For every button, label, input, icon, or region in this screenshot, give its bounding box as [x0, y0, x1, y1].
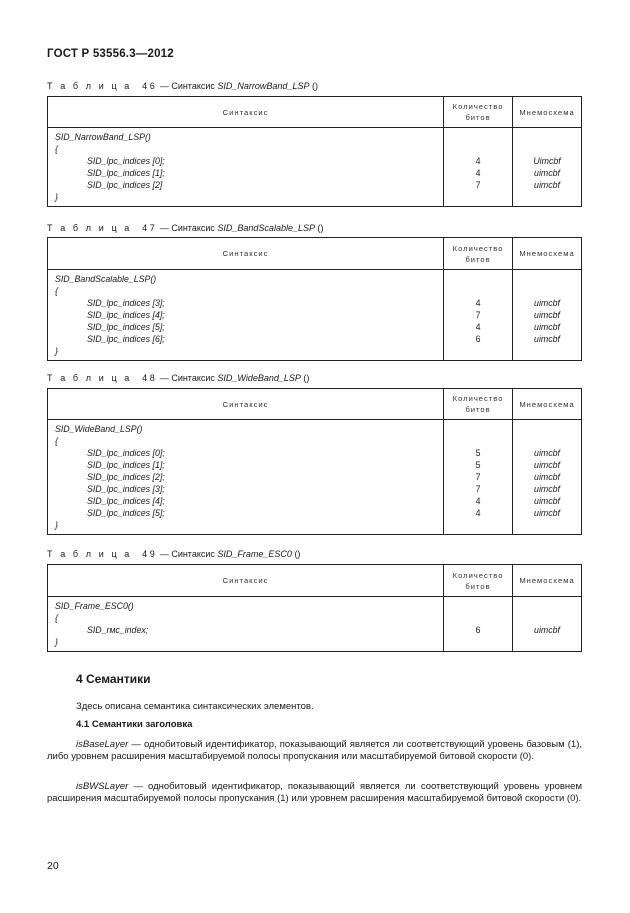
header-mnemonic: Мнемосхема	[513, 389, 582, 420]
header-bits-line1: Количество	[452, 394, 504, 403]
bits-value: 4	[475, 168, 481, 178]
syntax-open-brace: {	[55, 144, 58, 154]
table-caption	[47, 223, 323, 233]
term-isbwslayer: isBWSLayer	[76, 781, 129, 792]
table-body-row	[48, 597, 582, 652]
bits-value: 4	[475, 322, 481, 332]
syntax-line: SID_lpc_indices [4];	[87, 496, 165, 506]
header-mnemonic: Мнемосхема	[513, 97, 582, 128]
header-mnemonic: Мнемосхема	[513, 565, 582, 597]
table-caption-dash: — Синтаксис	[157, 373, 218, 383]
syntax-line: SID_lpc_indices [5];	[87, 322, 165, 332]
mnemonic-cell	[513, 128, 582, 207]
syntax-cell	[48, 420, 444, 535]
syntax-line: SID_lpc_indices [1];	[87, 460, 165, 470]
mnemonic-value: uimcbf	[534, 180, 560, 190]
bits-cell	[444, 420, 513, 535]
syntax-table-49	[47, 564, 582, 652]
table-caption-name: SID_WideBand_LSP	[217, 373, 301, 383]
table-caption-name: SID_Frame_ESC0	[217, 549, 292, 559]
table-caption-suffix: ()	[291, 549, 301, 559]
syntax-cell	[48, 128, 444, 207]
syntax-close-brace: }	[55, 346, 58, 356]
syntax-line: SID_lpc_indices [2];	[87, 472, 165, 482]
syntax-open-line: SID_Frame_ESC0()	[55, 601, 134, 611]
bits-cell	[444, 128, 513, 207]
mnemonic-value: uimcbf	[534, 298, 560, 308]
table-body-row	[48, 270, 582, 361]
header-bits-line1: Количество	[452, 243, 504, 253]
bits-value: 4	[475, 496, 481, 506]
mnemonic-value: uimcbf	[534, 460, 560, 470]
syntax-line: SID_rмс_index;	[87, 625, 149, 635]
mnemonic-cell	[513, 270, 582, 361]
header-bits	[444, 238, 513, 270]
syntax-table-48	[47, 388, 582, 535]
syntax-line: SID_lpc_indices [0];	[87, 448, 165, 458]
table-caption-suffix: ()	[309, 81, 318, 91]
syntax-cell	[48, 270, 444, 361]
table-caption-suffix: ()	[300, 373, 310, 383]
header-bits	[444, 97, 513, 128]
mnemonic-value: uimcbf	[534, 334, 560, 344]
syntax-table-47	[47, 237, 582, 361]
mnemonic-value: uimcbf	[534, 322, 560, 332]
syntax-cell	[48, 597, 444, 652]
mnemonic-value: uimcbf	[534, 472, 560, 482]
mnemonic-value: uimcbf	[534, 310, 560, 320]
table-caption-number: Т а б л и ц а 47	[47, 223, 158, 233]
syntax-open-brace: {	[55, 436, 58, 446]
header-bits-line1: Количество	[452, 102, 504, 111]
bits-cell	[444, 597, 513, 652]
syntax-open-brace: {	[55, 286, 58, 296]
subsection-title: 4.1 Семантики заголовка	[76, 719, 193, 730]
bits-value: 7	[475, 180, 481, 190]
bits-value: 7	[475, 484, 481, 494]
mnemonic-value: uimcbf	[534, 496, 560, 506]
mnemonic-value: uimcbf	[534, 448, 560, 458]
mnemonic-cell	[513, 597, 582, 652]
table-caption	[47, 373, 309, 383]
table-caption-number: Т а б л и ц а 46	[47, 81, 158, 91]
syntax-line: SID_lpc_indices [1];	[87, 168, 165, 178]
header-syntax: Синтаксис	[48, 565, 444, 597]
section-intro: Здесь описана семантика синтаксических элементов.	[76, 701, 314, 712]
syntax-open-line: SID_WideBand_LSP()	[55, 424, 143, 434]
term-isbaselayer: isBaseLayer	[76, 739, 129, 750]
table-caption-dash: — Синтаксис	[157, 223, 218, 233]
paragraph-text: — однобитовый идентификатор, показывающий является ли соответствующий уровень уровнем расширения масштабируемой полосы пропускания (1) или уровнем расширения масштабируемой битовой скорости (0).	[47, 781, 582, 805]
table-caption-number: Т а б л и ц а 48	[47, 373, 158, 383]
syntax-line: SID_lpc_indices [2]	[87, 180, 163, 190]
header-syntax: Синтаксис	[48, 238, 444, 270]
bits-value: 4	[475, 298, 481, 308]
table-body-row	[48, 420, 582, 535]
bits-value: 7	[475, 472, 481, 482]
mnemonic-value: uimcbf	[534, 484, 560, 494]
table-caption-name: SID_BandScalable_LSP	[217, 223, 315, 233]
header-bits	[444, 389, 513, 420]
table-caption-dash: — Синтаксис	[157, 81, 218, 91]
header-bits-line2: битов	[465, 113, 491, 122]
syntax-open-line: SID_NarrowBand_LSP()	[55, 132, 151, 142]
bits-value: 6	[475, 625, 481, 635]
mnemonic-value: uimcbf	[534, 625, 560, 635]
table-caption-name: SID_NarrowBand_LSP	[217, 81, 310, 91]
syntax-close-brace: }	[55, 637, 58, 647]
table-caption	[47, 81, 318, 91]
syntax-close-brace: }	[55, 520, 58, 530]
header-bits-line2: битов	[465, 254, 491, 264]
table-body-row	[48, 128, 582, 207]
syntax-table-46	[47, 96, 582, 207]
syntax-open-line: SID_BandScalable_LSP()	[55, 274, 157, 284]
bits-value: 4	[475, 508, 481, 518]
bits-value: 5	[475, 460, 481, 470]
table-caption	[47, 549, 300, 559]
paragraph-text: — однобитовый идентификатор, показывающий является ли соответствующий уровень базовым (1), либо уровнем расширения масштабируемой полосы пропускания или масштабируемой битовой скорости (0).	[47, 739, 582, 763]
bits-value: 5	[475, 448, 481, 458]
mnemonic-value: Uimcbf	[533, 156, 561, 166]
syntax-line: SID_lpc_indices [4];	[87, 310, 165, 320]
paragraph-isbwslayer	[47, 781, 582, 805]
header-bits-line2: битов	[465, 581, 491, 591]
syntax-line: SID_lpc_indices [0];	[87, 156, 165, 166]
page-number: 20	[47, 860, 59, 872]
header-syntax: Синтаксис	[48, 97, 444, 128]
bits-value: 7	[475, 310, 481, 320]
mnemonic-cell	[513, 420, 582, 535]
mnemonic-value: uimcbf	[534, 168, 560, 178]
header-mnemonic: Мнемосхема	[513, 238, 582, 270]
table-caption-number: Т а б л и ц а 49	[47, 549, 158, 559]
header-bits-line2: битов	[465, 405, 491, 414]
header-syntax: Синтаксис	[48, 389, 444, 420]
table-caption-suffix: ()	[314, 223, 324, 233]
syntax-close-brace: }	[55, 192, 58, 202]
mnemonic-value: uimcbf	[534, 508, 560, 518]
paragraph-isbaselayer	[47, 739, 582, 763]
syntax-line: SID_lpc_indices [3];	[87, 484, 165, 494]
syntax-line: SID_lpc_indices [3];	[87, 298, 165, 308]
table-caption-dash: — Синтаксис	[157, 549, 218, 559]
section-title: 4 Семантики	[76, 672, 151, 686]
syntax-line: SID_lpc_indices [6];	[87, 334, 165, 344]
syntax-open-brace: {	[55, 613, 58, 623]
bits-value: 4	[475, 156, 481, 166]
header-bits	[444, 565, 513, 597]
bits-value: 6	[475, 334, 481, 344]
standard-header: ГОСТ Р 53556.3—2012	[47, 48, 174, 60]
bits-cell	[444, 270, 513, 361]
header-bits-line1: Количество	[452, 570, 504, 580]
syntax-line: SID_lpc_indices [5];	[87, 508, 165, 518]
